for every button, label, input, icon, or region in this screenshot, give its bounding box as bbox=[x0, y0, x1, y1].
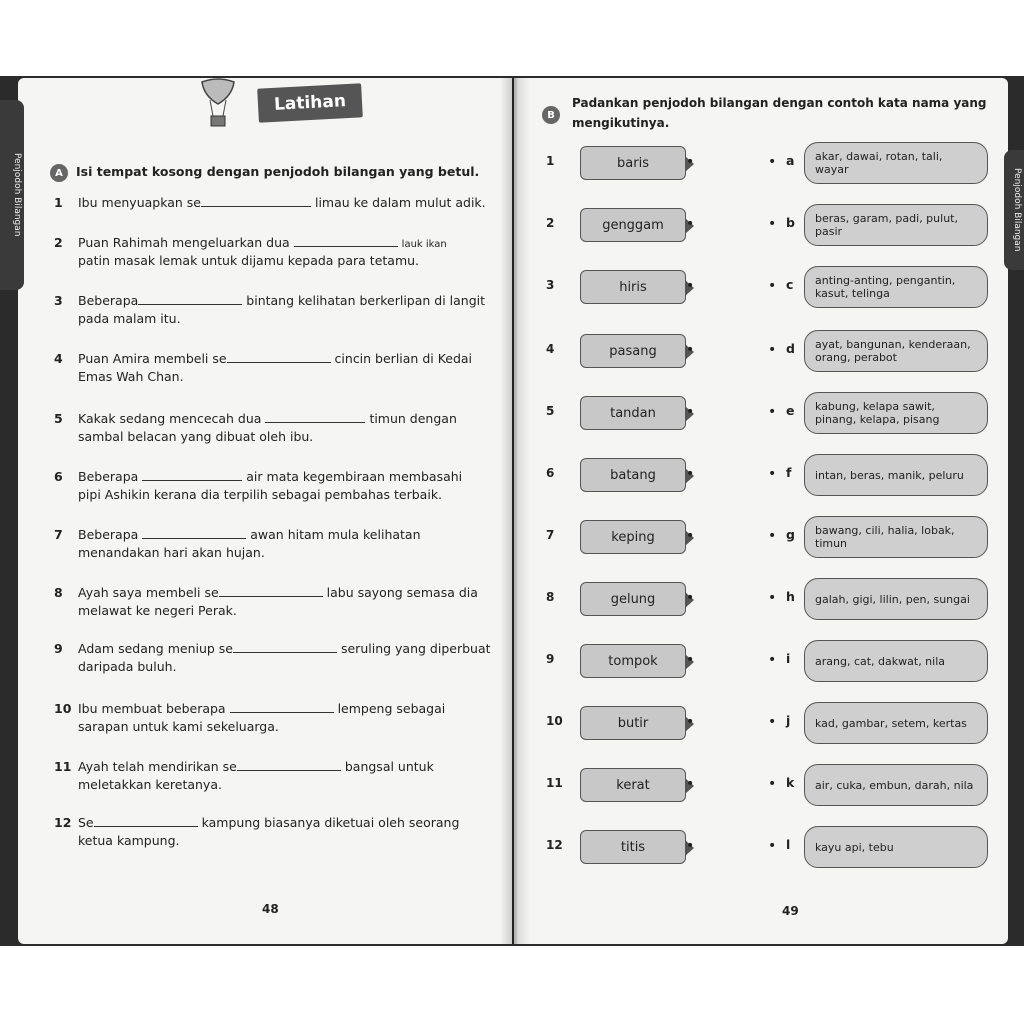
right-match-dot[interactable]: • bbox=[768, 838, 777, 854]
noun-examples-box: anting-anting, pengantin, kasut, telinga bbox=[804, 266, 988, 308]
counter-word-box: gelung bbox=[580, 582, 686, 616]
match-number: 11 bbox=[546, 776, 563, 790]
right-match-dot[interactable]: • bbox=[768, 216, 777, 232]
match-letter: e bbox=[786, 403, 795, 418]
right-match-dot[interactable]: • bbox=[768, 278, 777, 294]
noun-examples-box: bawang, cili, halia, lobak, timun bbox=[804, 516, 988, 558]
match-row-9 bbox=[540, 640, 1010, 680]
match-letter: a bbox=[786, 153, 795, 168]
left-match-dot[interactable]: • bbox=[686, 404, 695, 420]
answer-blank[interactable] bbox=[237, 759, 341, 771]
right-match-dot[interactable]: • bbox=[768, 342, 777, 358]
question-text-after: lauk ikan bbox=[401, 239, 447, 250]
match-letter: j bbox=[786, 713, 791, 728]
latihan-banner: Latihan bbox=[257, 83, 363, 122]
match-letter: d bbox=[786, 341, 795, 356]
answer-blank[interactable] bbox=[230, 701, 334, 713]
match-row-11 bbox=[540, 764, 1010, 804]
noun-examples-box: intan, beras, manik, peluru bbox=[804, 454, 988, 496]
question-number: 9 bbox=[54, 641, 63, 656]
right-match-dot[interactable]: • bbox=[768, 154, 777, 170]
question-number: 11 bbox=[54, 759, 72, 774]
noun-examples-box: galah, gigi, lilin, pen, sungai bbox=[804, 578, 988, 620]
counter-word-box: keping bbox=[580, 520, 686, 554]
noun-examples-box: beras, garam, padi, pulut, pasir bbox=[804, 204, 988, 246]
counter-word-box: baris bbox=[580, 146, 686, 180]
match-letter: c bbox=[786, 277, 794, 292]
question-number: 2 bbox=[54, 235, 63, 250]
question-text-before: Beberapa bbox=[78, 469, 139, 484]
question-text-before: Ayah telah mendirikan se bbox=[78, 759, 237, 774]
counter-word-box: hiris bbox=[580, 270, 686, 304]
answer-blank[interactable] bbox=[201, 195, 311, 207]
noun-examples-box: akar, dawai, rotan, tali, wayar bbox=[804, 142, 988, 184]
match-letter: i bbox=[786, 651, 791, 666]
match-letter: l bbox=[786, 837, 791, 852]
left-side-tab: Penjodoh Bilangan bbox=[0, 100, 24, 290]
match-letter: g bbox=[786, 527, 795, 542]
left-match-dot[interactable]: • bbox=[686, 528, 695, 544]
noun-examples-box: arang, cat, dakwat, nila bbox=[804, 640, 988, 682]
match-number: 9 bbox=[546, 652, 555, 666]
hot-air-balloon-icon bbox=[196, 78, 240, 130]
answer-blank[interactable] bbox=[227, 351, 331, 363]
left-match-dot[interactable]: • bbox=[686, 342, 695, 358]
question-line-2: meletakkan keretanya. bbox=[78, 777, 222, 792]
match-row-1 bbox=[540, 142, 1010, 182]
match-row-6 bbox=[540, 454, 1010, 494]
noun-examples-box: air, cuka, embun, darah, nila bbox=[804, 764, 988, 806]
answer-blank[interactable] bbox=[142, 469, 242, 481]
counter-word-box: tandan bbox=[580, 396, 686, 430]
match-letter: k bbox=[786, 775, 795, 790]
match-row-12 bbox=[540, 826, 1010, 866]
answer-blank[interactable] bbox=[294, 235, 398, 247]
match-number: 4 bbox=[546, 342, 555, 356]
answer-blank[interactable] bbox=[142, 527, 246, 539]
right-match-dot[interactable]: • bbox=[768, 404, 777, 420]
question-text-after: cincin berlian di Kedai bbox=[334, 351, 473, 366]
question-line-2: ketua kampung. bbox=[78, 833, 180, 848]
left-match-dot[interactable]: • bbox=[686, 466, 695, 482]
answer-blank[interactable] bbox=[94, 815, 198, 827]
left-match-dot[interactable]: • bbox=[686, 216, 695, 232]
left-match-dot[interactable]: • bbox=[686, 590, 695, 606]
match-number: 8 bbox=[546, 590, 555, 604]
section-b-badge: B bbox=[542, 106, 560, 124]
counter-word-box: genggam bbox=[580, 208, 686, 242]
match-number: 12 bbox=[546, 838, 563, 852]
match-number: 3 bbox=[546, 278, 555, 292]
counter-word-box: butir bbox=[580, 706, 686, 740]
left-match-dot[interactable]: • bbox=[686, 838, 695, 854]
match-number: 2 bbox=[546, 216, 555, 230]
book-gutter bbox=[500, 78, 530, 944]
right-match-dot[interactable]: • bbox=[768, 652, 777, 668]
question-line-2: pada malam itu. bbox=[78, 311, 181, 326]
match-number: 7 bbox=[546, 528, 555, 542]
question-text-after: labu sayong semasa dia bbox=[326, 585, 478, 600]
question-line-2: patin masak lemak untuk dijamu kepada para tetamu. bbox=[78, 253, 420, 268]
answer-blank[interactable] bbox=[265, 411, 365, 423]
left-match-dot[interactable]: • bbox=[686, 278, 695, 294]
question-text-before: Ibu menyuapkan se bbox=[78, 195, 201, 210]
right-match-dot[interactable]: • bbox=[768, 714, 777, 730]
left-match-dot[interactable]: • bbox=[686, 776, 695, 792]
match-row-2 bbox=[540, 204, 1010, 244]
noun-examples-box: ayat, bangunan, kenderaan, orang, perabot bbox=[804, 330, 988, 372]
counter-word-box: kerat bbox=[580, 768, 686, 802]
question-text-after: air mata kegembiraan membasahi bbox=[246, 469, 463, 484]
question-number: 3 bbox=[54, 293, 63, 308]
match-number: 1 bbox=[546, 154, 555, 168]
question-text-after: kampung biasanya diketuai oleh seorang bbox=[201, 815, 460, 830]
match-row-5 bbox=[540, 392, 1010, 432]
right-side-tab: Penjodoh Bilangan bbox=[1004, 150, 1024, 270]
question-number: 10 bbox=[54, 701, 72, 716]
match-number: 5 bbox=[546, 404, 555, 418]
question-text-after: seruling yang diperbuat bbox=[340, 641, 491, 656]
right-match-dot[interactable]: • bbox=[768, 466, 777, 482]
match-row-8 bbox=[540, 578, 1010, 618]
noun-examples-box: kad, gambar, setem, kertas bbox=[804, 702, 988, 744]
noun-examples-box: kabung, kelapa sawit, pinang, kelapa, pisang bbox=[804, 392, 988, 434]
answer-blank[interactable] bbox=[219, 585, 323, 597]
question-line-2: sambal belacan yang dibuat oleh ibu. bbox=[78, 429, 314, 444]
question-number: 12 bbox=[54, 815, 72, 830]
question-text-before: Adam sedang meniup se bbox=[78, 641, 233, 656]
question-text-after: lempeng sebagai bbox=[337, 701, 446, 716]
question-line-2: Emas Wah Chan. bbox=[78, 369, 184, 384]
match-number: 6 bbox=[546, 466, 555, 480]
match-row-7 bbox=[540, 516, 1010, 556]
question-text-after: limau ke dalam mulut adik. bbox=[314, 195, 486, 210]
match-letter: b bbox=[786, 215, 795, 230]
question-text-before: Puan Rahimah mengeluarkan dua bbox=[78, 235, 290, 250]
left-page-number: 48 bbox=[262, 902, 279, 916]
question-text-after: awan hitam mula kelihatan bbox=[250, 527, 421, 542]
question-text-before: Beberapa bbox=[78, 293, 139, 308]
question-text-before: Se bbox=[78, 815, 94, 830]
right-match-dot[interactable]: • bbox=[768, 590, 777, 606]
right-match-dot[interactable]: • bbox=[768, 776, 777, 792]
match-letter: h bbox=[786, 589, 795, 604]
question-line-2: pipi Ashikin kerana dia terpilih sebagai pembahas terbaik. bbox=[78, 487, 443, 502]
section-b-heading-line-2: mengikutinya. bbox=[572, 116, 670, 130]
question-number: 8 bbox=[54, 585, 63, 600]
section-a-heading: Isi tempat kosong dengan penjodoh bilangan yang betul. bbox=[76, 164, 480, 179]
question-line-2: melawat ke negeri Perak. bbox=[78, 603, 237, 618]
question-line-2: sarapan untuk kami sekeluarga. bbox=[78, 719, 279, 734]
question-text-before: Kakak sedang mencecah dua bbox=[78, 411, 262, 426]
section-a-badge: A bbox=[50, 164, 68, 182]
question-text-after: timun dengan bbox=[369, 411, 457, 426]
right-match-dot[interactable]: • bbox=[768, 528, 777, 544]
section-b-heading-line-1: Padankan penjodoh bilangan dengan contoh kata nama yang bbox=[572, 96, 987, 110]
question-line-2: daripada buluh. bbox=[78, 659, 177, 674]
question-number: 1 bbox=[54, 195, 63, 210]
counter-word-box: tompok bbox=[580, 644, 686, 678]
match-row-10 bbox=[540, 702, 1010, 742]
answer-blank[interactable] bbox=[233, 641, 337, 653]
question-text-before: Beberapa bbox=[78, 527, 139, 542]
question-number: 4 bbox=[54, 351, 63, 366]
match-row-3 bbox=[540, 266, 1010, 306]
counter-word-box: titis bbox=[580, 830, 686, 864]
counter-word-box: batang bbox=[580, 458, 686, 492]
question-text-after: bintang kelihatan berkerlipan di langit bbox=[246, 293, 486, 308]
noun-examples-box: kayu api, tebu bbox=[804, 826, 988, 868]
answer-blank[interactable] bbox=[138, 293, 242, 305]
counter-word-box: pasang bbox=[580, 334, 686, 368]
question-text-after: bangsal untuk bbox=[344, 759, 434, 774]
left-match-dot[interactable]: • bbox=[686, 652, 695, 668]
right-page-number: 49 bbox=[782, 904, 799, 918]
question-text-before: Ibu membuat beberapa bbox=[78, 701, 226, 716]
question-number: 7 bbox=[54, 527, 63, 542]
match-number: 10 bbox=[546, 714, 563, 728]
question-number: 5 bbox=[54, 411, 63, 426]
match-row-4 bbox=[540, 330, 1010, 370]
match-letter: f bbox=[786, 465, 792, 480]
left-match-dot[interactable]: • bbox=[686, 154, 695, 170]
question-text-before: Puan Amira membeli se bbox=[78, 351, 227, 366]
question-number: 6 bbox=[54, 469, 63, 484]
question-line-2: menandakan hari akan hujan. bbox=[78, 545, 265, 560]
question-text-before: Ayah saya membeli se bbox=[78, 585, 219, 600]
left-match-dot[interactable]: • bbox=[686, 714, 695, 730]
